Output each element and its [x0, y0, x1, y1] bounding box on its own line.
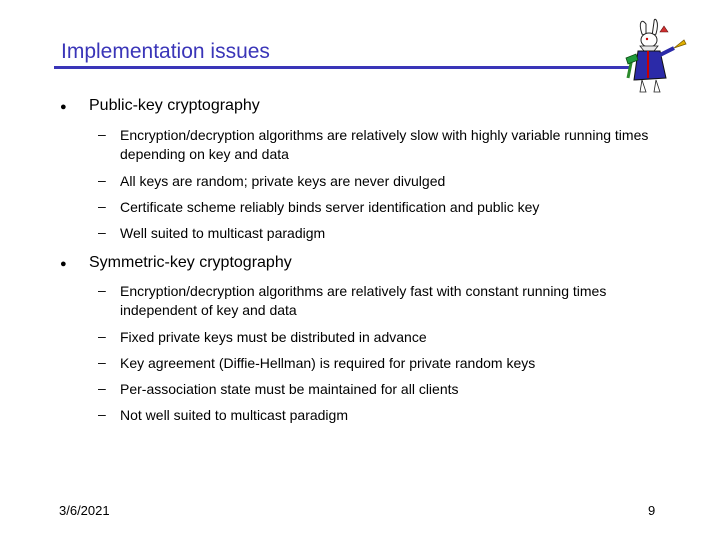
white-rabbit-icon	[624, 18, 690, 98]
dash-icon: –	[98, 198, 106, 214]
footer-date: 3/6/2021	[59, 503, 110, 518]
list-item: Key agreement (Diffie-Hellman) is required for private random keys	[120, 355, 536, 371]
list-item: All keys are random; private keys are never divulged	[120, 173, 446, 189]
dash-icon: –	[98, 282, 106, 298]
list-item: Encryption/decryption algorithms are relatively fast with constant running times independent of key and data	[120, 283, 607, 318]
list-item: Certificate scheme reliably binds server identification and public key	[120, 199, 540, 215]
section-heading: Symmetric-key cryptography	[89, 254, 292, 271]
dash-icon: –	[98, 354, 106, 370]
list-item: Per-association state must be maintained for all clients	[120, 381, 459, 397]
dash-icon: –	[98, 328, 106, 344]
dash-icon: –	[98, 224, 106, 240]
bullet-icon: ●	[60, 258, 67, 270]
dash-icon: –	[98, 126, 106, 142]
list-item: Encryption/decryption algorithms are relatively slow with highly variable running times depending on key and data	[120, 127, 649, 162]
list-item: Fixed private keys must be distributed in advance	[120, 329, 427, 345]
dash-icon: –	[98, 406, 106, 422]
slide-title: Implementation issues	[61, 40, 270, 63]
list-item: Well suited to multicast paradigm	[120, 225, 326, 241]
title-underline	[54, 66, 630, 69]
list-item: Not well suited to multicast paradigm	[120, 407, 348, 423]
dash-icon: –	[98, 380, 106, 396]
section-heading: Public-key cryptography	[89, 97, 260, 114]
bullet-icon: ●	[60, 101, 67, 113]
page-number: 9	[648, 503, 656, 518]
dash-icon: –	[98, 172, 106, 188]
